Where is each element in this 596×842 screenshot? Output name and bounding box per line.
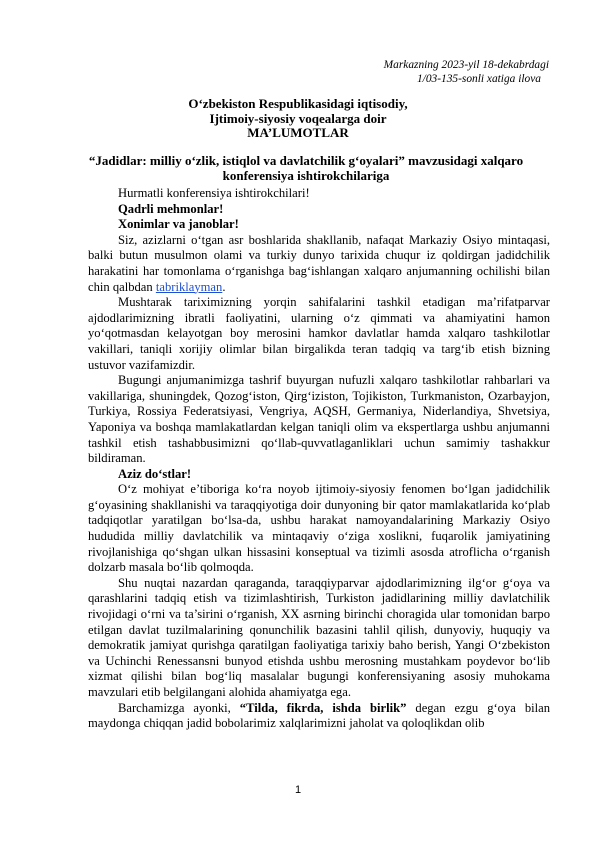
paragraph-6 (88, 701, 550, 732)
paragraph-6-start: Barchamizga ayonki, (118, 700, 240, 715)
paragraph-6-quote: “Tilda, fikrda, ishda birlik” (239, 700, 407, 715)
paragraph-1-text: Siz, azizlarni o‘tgan asr boshlarida shakllanib, nafaqat Markaziy Osiyo mintaqasi, balki butun musulmon olami va turkiy dunyo tarixida chuqur iz qoldirgan jadidchilik harakatini har tomonlama o‘rganishga bag‘ishlangan xalqaro anjumanning ochilishi bilan chin qalbdan (88, 232, 550, 294)
paragraph-6-end: degan ezgu g‘oya bilan maydonga chiqqan jadid bobolarimiz xalqlarimizni jaholat va qoloqlikdan olib (88, 700, 551, 731)
header-line-1: O‘zbekiston Respublikasidagi iqtisodiy, (188, 96, 408, 111)
congratulate-link[interactable]: tabriklayman (155, 279, 223, 294)
annex-line-1: Markazning 2023-yil 18-dekabrdagi (383, 59, 549, 71)
page-number: 1 (294, 784, 302, 796)
document-title: “Jadidlar: milliy o‘zlik, istiqlol va davlatchilik g‘oyalari” mavzusidagi xalqaro konferensiya ishtirokchilariga (88, 153, 524, 183)
paragraph-1-end: . (222, 279, 226, 294)
paragraph-3: Bugungi anjumanimizga tashrif buyurgan nufuzli xalqaro tashkilotlar rahbarlari va vakillariga, shuningdek, Qozog‘iston, Qirg‘iziston, Tojikiston, Turkmaniston, Ozarbayjon, Turkiya, Rossiya Federatsiyasi, Vengriya, AQSH, Germaniya, Niderlandiya, Shvetsiya, Yaponiya va boshqa mamlakatlardan kelgan taniqli olim va ekspertlarga ushbu anjumanni tashkil etish tashabbusimizni qo‘llab-quvvatlaganliklari uchun samimiy tashakkur bildiraman. (88, 373, 550, 466)
greeting-3: Xonimlar va janoblar! (118, 217, 239, 232)
document-header (60, 97, 536, 141)
document-body (88, 186, 550, 732)
paragraph-4: O‘z mohiyat e’tiboriga ko‘ra noyob ijtimoiy-siyosiy fenomen bo‘lgan jadidchilik g‘oyasining shakllanishi va taraqqiyotiga doir dunyoning bir qator mamlakatlarida ko‘plab tadqiqotlar yaratilgan bo‘lsa-da, ushbu harakat namoyandalarining Markaziy Osiyo hududida milliy davlatchilik va mintaqaviy o‘ziga xoslikni, fuqarolik jamiyatining rivojlanishiga qo‘shgan ulkan hissasini konseptual va tizimli asosda atroflicha o‘rganish dolzarb masala bo‘lib qolmoqda. (88, 482, 550, 575)
paragraph-2: Mushtarak tariximizning yorqin sahifalarini tashkil etadigan ma’rifatparvar ajdodlarimizning ibratli faoliyatini, ularning o‘z qimmati va ahamiyatini hamon yo‘qotmasdan kelayotgan boy merosini hamkor davlatlar hamda xalqaro tashkilotlar vakillari, taniqli xorijiy olimlar bilan birgalikda teran tadqiq va targ‘ib etish bizning ustuvor vazifamizdir. (88, 295, 550, 372)
greeting-4: Aziz do‘stlar! (118, 466, 192, 481)
annex-line-2: 1/03-135-sonli xatiga ilova (416, 73, 541, 85)
paragraph-1 (88, 233, 550, 295)
header-line-2: Ijtimoiy-siyosiy voqealarga doir (209, 110, 387, 126)
header-line-3: MA’LUMOTLAR (247, 125, 349, 141)
paragraph-5: Shu nuqtai nazardan qaraganda, taraqqiyparvar ajdodlarimizning ilg‘or g‘oya va qarashlarini tadqiq etish va tizimlashtirish, Turkiston jadidlarining milliy davlatchilik rivojidagi o‘rni va ta’sirini o‘rganish, XX asrning birinchi choragida ular tomonidan barpo etilgan davlat tuzilmalarining qonunchilik bazasini tahlil qilish, dunyoviy, huquqiy va demokratik jamiyat qurishga qaratilgan faoliyatiga tarixiy baho berish, Yangi O‘zbekiston va Uchinchi Renessansni bunyod etishda ushbu merosning mustahkam poydevor bo‘lib xizmat qilishi bilan bog‘liq masalalar bugungi konferensiyaning asosiy muhokama mavzulari etib belgilangani alohida ahamiyatga ega. (88, 575, 550, 699)
greeting-1: Hurmatli konferensiya ishtirokchilari! (118, 186, 310, 200)
annex-note (329, 58, 549, 86)
greeting-2: Qadrli mehmonlar! (118, 201, 224, 216)
